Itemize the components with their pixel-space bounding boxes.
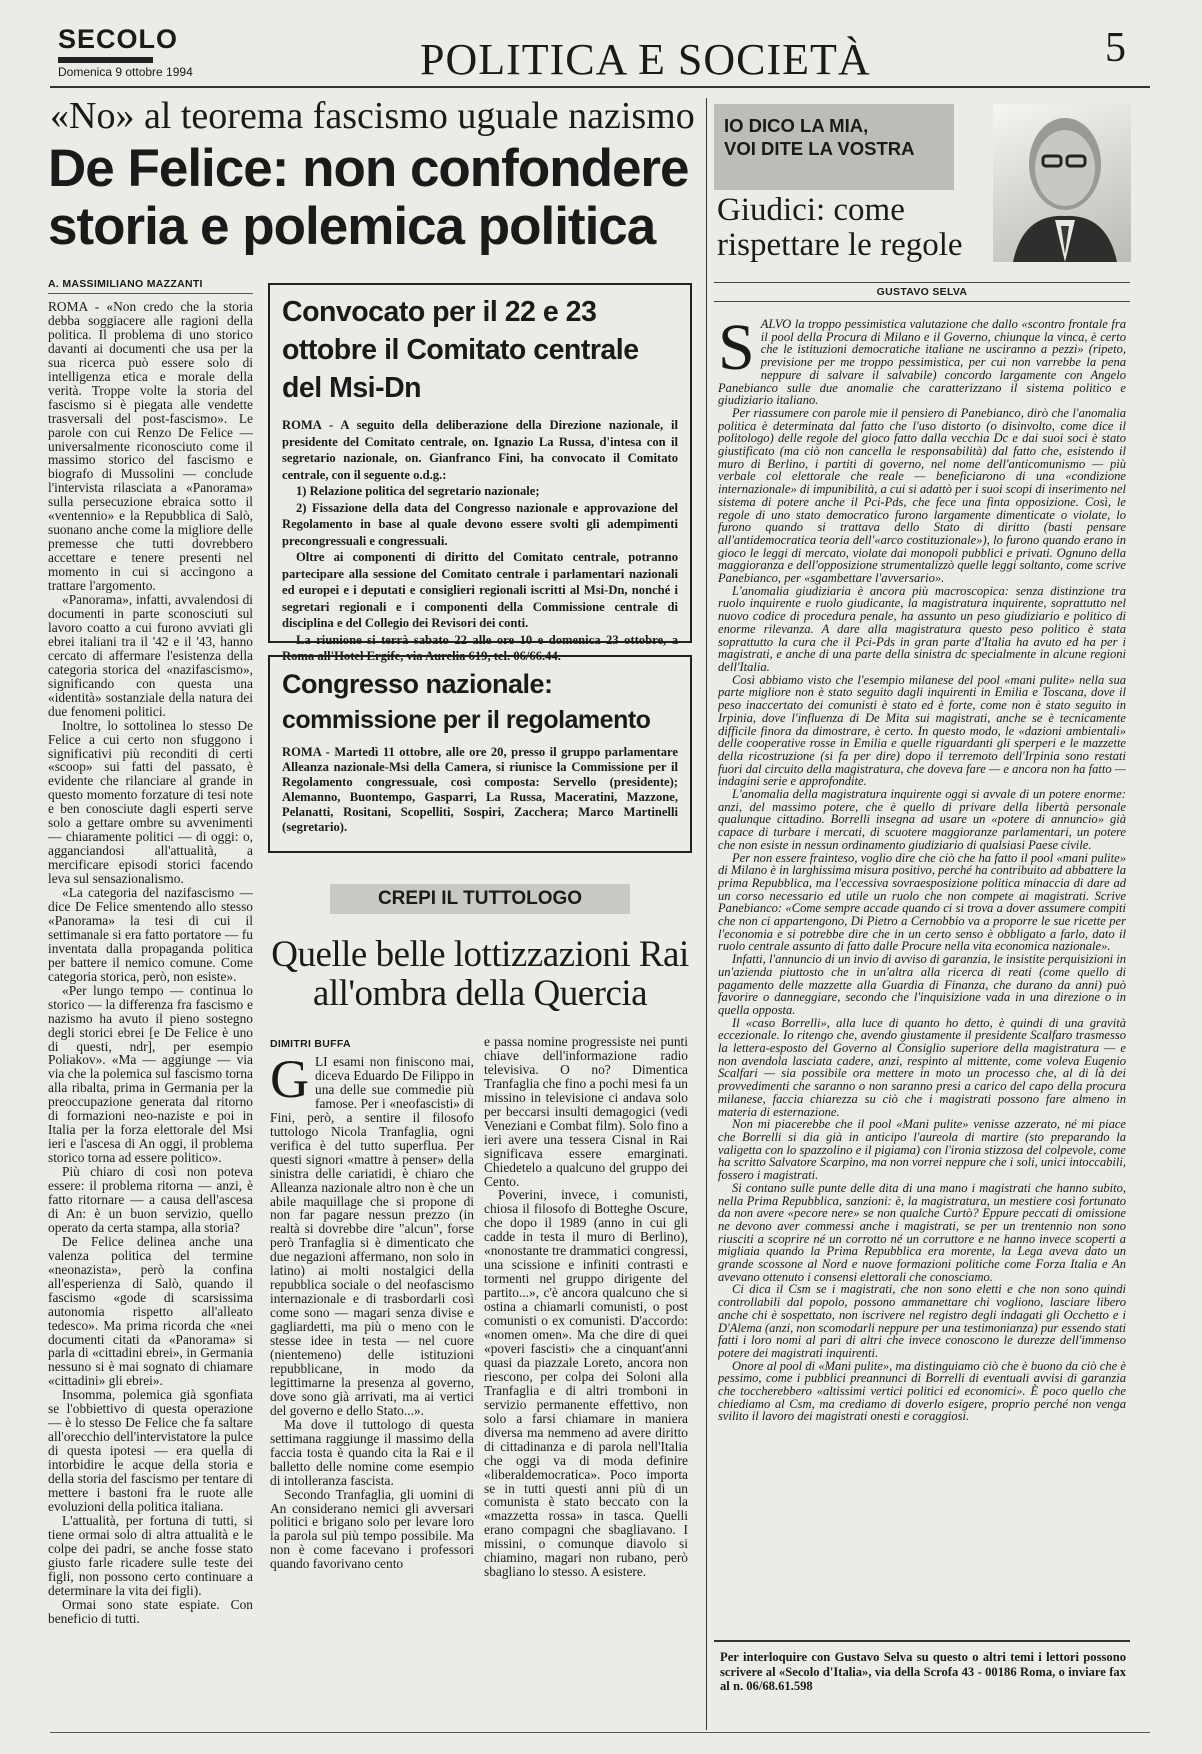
byline-rule (48, 293, 253, 294)
selva-paragraph: Si contano sulle punte delle dita di una mano i magistrati che hanno subito, nella Prima Repubblica, sanzioni: è, la magistratura, un mestiere così fortunato da non avere «pecore nere» se non qualche Curtò? Eppure peccati di omissione ne devono aver commessi anche i magistrati, se per un trentennio non sono riusciti a scoprire né un corrotto né un corruttore e ne hanno invece scoperti a migliaia quando la Prima Repubblica era morente, la Lega aveva dato un grande scossone al Nord e nuove formazioni politiche come Forza Italia e An avevano ottenuto i consensi elettorali che conosciamo. (718, 1180, 1126, 1284)
selva-byline-rule (714, 301, 1130, 302)
tuttologo-paragraph: Secondo Tranfaglia, gli uomini di An considerano nemici gli avversari politici e brigano solo per levare loro la parola sul più tempo possibile. Ma non è come facevano i professori quando favorivano cento (270, 1486, 474, 1572)
comitato-paragraph: 1) Relazione politica del segretario nazionale; (296, 484, 540, 498)
selva-paragraph: L'anomalia giudiziaria è ancora più macroscopica: senza distinzione tra ruolo inquirente e ruolo giudicante, la magistratura inquirente, soprattutto nel nuovo codice di procedura penale, ha assunto un peso giudiziario e politico di enorme rilevanza. A dare alla magistratura questo peso politico è stata soprattutto la cura che il Pci-Pds in gran parte d'Italia ha avuto ed ha per i magistrati, e anche di una parte della sinistra dc specialmente in alcune regioni dell'Italia. (718, 583, 1126, 674)
selva-paragraph: ALVO la troppo pessimistica valutazione che dallo «scontro frontale fra il pool della Procura di Milano e il Governo, chiunque la vinca, è certo che le istituzioni democratiche italiane ne usciranno a pezzi» (ripeto, previsione per me troppo pessimistica, per cui non varrebbe la pena neppure di salvare il salvabile) concordo largamente con Angelo Panebianco sulle due anomalie che caratterizzano il sistema politico e giudiziario italiano. (718, 318, 1126, 408)
congresso-box (268, 655, 692, 853)
tuttologo-paragraph: e passa nomine progressiste nei punti chiave dell'informazione radio televisiva. O no? Dimentica Tranfaglia che fino a pochi mesi fa un missino in televisione ci andava solo per beccarsi insulti demagogici (vedi Veneziani e Combat film). Solo fino a ieri avere una tessera Cisnal in Rai significava essere emarginati. Chiedetelo a qualcuno del gruppo dei Cento. (484, 1035, 688, 1189)
selva-paragraph: Per non essere frainteso, voglio dire che ciò che ha fatto il pool «mani pulite» di Milano è in larghissima misura positivo, perché ha contribuito ad abbattere la prima Repubblica, ma l'eccessiva sovraesposizione politica minaccia di dare ad un corso necessario ed utile un ruolo che non compete ai magistrati. Scrive Panebianco: «Come sempre accade quando ci si trova a dover assumere compiti che non ci appartengono, Di Pietro a Cernobbio va a proporre le sue ricette per l'economia e si potrebbe dire che in un certo senso è obbligato a farlo, dato il ruolo centrale assunto di fatto dalle Procure nella vita economica nazionale». (718, 850, 1126, 954)
comitato-body (282, 417, 678, 665)
tuttologo-paragraph: LI esami non finiscono mai, diceva Eduardo De Filippo in una delle sue commedie più famose. Per i «neofascisti» di Fini, però, a sentire il filosofo tuttologo Nicola Tranfaglia, ogni verifica è del tutto superflua. Per questi signori «mattre à penser» della sinistra delle cariatidi, è chiaro che Alleanza nazionale altro non è che un abile maquillage che si propone di non far pagare nessun prezzo (in realtà si dovrebbe dire "alcun", forse però Tranfaglia si è dimenticato che due negazioni affermano, non solo in latino) ai molti nostalgici della repubblica sociale o del neofascismo internazionale e di trasbordarli così come sono — magari senza divise e gagliardetti, ma più o meno con le stesse idee in testa — nel cuore (nientemeno) delle istituzioni repubblicane, in modo da legittimarne la presenza al governo, dove sono già arrivati, ma ai vertici del governo e dello Stato...». (270, 1055, 474, 1418)
selva-paragraph: Onore al pool di «Mani pulite», ma distinguiamo ciò che è buono da ciò che è pessimo, come i pubblici preannunci di Borrelli di eventuali avvisi di garanzia che toccherebbero «altissimi vertici politici ed economici». È poco quello che chiediamo al Csm, ma crediamo di doverlo esigere, proprio perché non venga svilito il lavoro dei magistrati onesti e coraggiosi. (718, 1358, 1126, 1424)
congresso-body: ROMA - Martedì 11 ottobre, alle ore 20, presso il gruppo parlamentare Alleanza nazionale-Msi della Camera, si riunisce la Commissione per il Regolamento congressuale, così composta: Servello (presidente); Alemanno, Buontempo, Gasparri, La Russa, Maceratini, Mazzone, Pelanatti, Rositani, Scopelliti, Sospiri, Zacchera; Marco Martinelli (segretario). (282, 745, 678, 834)
comitato-box (268, 283, 692, 663)
section-title: POLITICA E SOCIETÀ (420, 35, 871, 84)
selva-footer: Per interloquire con Gustavo Selva su questo o altri temi i lettori possono scrivere al «Secolo d'Italia», via della Scrofa 43 - 00186 Roma, o inviare fax al n. 06/68.61.598 (720, 1650, 1126, 1693)
tuttologo-paragraph: Poverini, invece, i comunisti, chiosa il filosofo di Botteghe Oscure, che dopo il 1989 (anno in cui gli cadde in testa il muro di Berlino), «nonostante tre drammatici congressi, una scissione e infiniti contrasti e tormenti nel gruppo dirigente del partito...», c'è ancora qualcuno che si ostina a chiamarli comunisti, o post comunisti o ex comunisti. D'accordo: «nomen omen». Ma che dire di quei «poveri fascisti» che a cinquant'anni quasi da piazzale Loreto, ancora non riescono, per colpa dei Soloni alla Tranfaglia e di altri tromboni in servizio permanente effettivo, non solo a farsi chiamare in maniera diversa ma nemmeno ad avere diritto di cittadinanza e di parola nell'Italia che oggi va di moda definire «liberaldemocratica». Poco importa se in tutti questi anni più di un comunista è stato beccato con la «mazzetta rossa» in tasca. Quelli erano compagni che sbagliavano. I missini, o comunque diavolo si chiamino, magari non rubano, però sbagliano lo stesso. A esistere. (484, 1187, 688, 1580)
selva-paragraph: Ci dica il Csm se i magistrati, che non sono eletti e che non sono quindi controllabili dal popolo, possono ammanettare chi vogliono, lasciare libero anche chi è sospettato, non iscrivere nel registro degli indagati gli Occhetto e i D'Alema (anzi, non scomodarli neppure per una testimonianza) pur essendo stati fatti i loro nomi al pari di altri che invece conoscono le durezze dell'immenso potere dei magistrati inquirenti. (718, 1282, 1126, 1360)
selva-tag-line2: VOI DITE LA VOSTRA (724, 138, 915, 159)
main-article-column (48, 300, 253, 1720)
selva-footer-rule (714, 1640, 1130, 1642)
comitato-paragraph: 2) Fissazione della data del Congresso nazionale e approvazione del Regolamento in base al quale devono essere svolti gli adempimenti precongressuali e congressuali. (282, 500, 678, 548)
selva-column (718, 318, 1126, 1628)
main-article-kicker: «No» al teorema fascismo uguale nazismo (50, 95, 695, 137)
author-photo (993, 104, 1131, 262)
selva-paragraph: L'anomalia della magistratura inquirente oggi si avvale di un potere enorme: anzi, del massimo potere, che è quello di privare della libertà personale qualunque cittadino. Borrelli insegna ad usare un «potere di annuncio» già capace di turbare i mercati, di scuotere maggioranze parlamentari, un potere che non esiste in nessun ordinamento giudiziario di qualsiasi Paese civile. (718, 787, 1126, 852)
tuttologo-paragraph: Ma dove il tuttologo di questa settimana raggiunge il massimo della faccia tosta è quando cita la Rai e il balletto delle nomine come esempio di intolleranza fascista. (270, 1416, 474, 1488)
selva-paragraph: Per riassumere con parole mie il pensiero di Panebianco, dirò che l'anomalia politica è determinata dal fatto che l'uso distorto (o disinvolto, come dice il politologo) delle regole del gioco fatto dalla vecchia Dc e dai suoi soci è stato giustificato (ma ciò non cancella le responsabilità) dal fatto che, esistendo il muro di Berlino, i partiti di governo, nel nome dell'anticomunismo — più verbale col elettorale che reale — beneficiarono di una «condizione internazionale» di impunibilità, a cui si adattò per i suoi scopi di inserimento nel sistema di potere anche il Pci-Pds, che fece una finta opposizione. Così, le regole di uno stato democratico furono largamente dimenticate o violate, lo furono quando si trattava dello Stato di diritto (basti pensare all'antidemocratica teoria dell'«arco costituzionale»), lo furono quando erano in gioco le leggi di mercato, violate dai monopoli pubblici e privati. Ognuno della maggioranza e dell'opposizione strumentalizzò quelle leggi soltanto, come scrive Panebianco, per «sgambettare l'avversario». (718, 405, 1126, 586)
tuttologo-column-1 (270, 1055, 474, 1720)
tuttologo-column-2 (484, 1035, 688, 1720)
selva-paragraph: Infatti, l'annuncio di un invio di avviso di garanzia, le insistite perquisizioni in un'azienda piuttosto che in un'altra alla ricerca di reati (come quello di pagamento delle mazzette alla Guardia di Finanza, che durano da anni) può favorire o danneggiare, secondo che l'inquisizione vada in una direzione o in quella opposta. (718, 952, 1126, 1017)
masthead-divider (58, 57, 153, 63)
portrait-icon (993, 104, 1131, 262)
masthead-paper-name: SECOLO (58, 24, 179, 54)
column-rule (706, 98, 707, 1730)
main-article-paragraph: L'attualità, per fortuna di tutti, si tiene ormai solo di altra attualità e le colpe dei padri, se anche fosse stato giusto farle ricadere sulle teste dei figli, non possono certo continuare a determinare la vita dei figli). (48, 1512, 253, 1598)
main-article-paragraph: Insomma, polemica già sgonfiata se l'obbiettivo di questa operazione — è lo stesso De Felice che fa saltare all'orecchio dell'intervistatore la pulce di questa ipotesi — era quella di intorbidire le acque della storia e della storia del fascismo per tentare di mettere i bastoni fra le ruote alle evoluzioni della politica italiana. (48, 1387, 253, 1514)
selva-byline: GUSTAVO SELVA (876, 286, 968, 298)
tuttologo-tag: CREPI IL TUTTOLOGO (330, 884, 630, 914)
main-article-paragraph: «Panorama», infatti, avvalendosi di documenti in parte sconosciuti sul lavoro coatto a cui furono avviati gli ebrei italiani tra il '42 e il '43, hanno cercato di affermare l'esistenza della categoria storica del «nazifascismo», significando con questa una «identità» sostanziale della natura dei due fenomeni politici. (48, 592, 253, 719)
main-article-paragraph: ROMA - «Non credo che la storia debba soggiacere alle ragioni della politica. Il problema di uno storico davanti ai documenti che usa per la sua ricerca può essere solo di intelligenza etica e morale della verità. Troppe volte la storia del fascismo si è piegata alle vendette trasversali del post-fascismo». Le parole con cui Renzo De Felice — universalmente riconosciuto come il massimo storico del fascismo e biografo di Mussolini — conclude l'intervista rilasciata a «Panorama» sulla persecuzione ebraica sotto il «ventennio» e la Repubblica di Salò, suonano anche come la migliore delle premesse che tutti dovrebbero accettare e tenere presenti nel momento in cui si accingono a trattare l'argomento. (48, 300, 253, 594)
main-article-paragraph: Più chiaro di così non poteva essere: il problema ritorna — anzi, è fatto ritornare — a causa dell'ascesa di An: è un buon servizio, quello operato da certa stampa, alla storia? (48, 1164, 253, 1235)
main-article-paragraph: Inoltre, lo sottolinea lo stesso De Felice a cui certo non sfuggono i significativi più reconditi di certi «scoop» sui fatti del passato, è evidente che rilanciare al grande in questo momento forzature di tesi note e ben conosciute dagli esperti serve solo a gettare ombre su avvenimenti — chiaramente politici — di oggi: o, agganciandosi all'attualità, a mercificare episodi storici facendo leva sul sensazionalismo. (48, 717, 253, 887)
tuttologo-headline: Quelle belle lottizzazioni Rai all'ombra della Quercia (271, 934, 689, 1014)
comitato-paragraph: Oltre ai componenti di diritto del Comitato centrale, potranno partecipare alla sessione del Comitato centrale i parlamentari nazionali ed europei e i deputati e consiglieri regionali iscritti al Msi-Dn, nonché i segretari regionali e i componenti della Commissione centrale di disciplina e del Collegio dei Revisori dei conti. (282, 550, 678, 630)
selva-paragraph: Non mi piacerebbe che il pool «Mani pulite» venisse azzerato, né mi piace che Borrelli si dia già in anticipo l'aureola di martire (sto preparando la valigetta con lo spazzolino e il pigiama) con l'ironia stizzosa del colpevole, come ha scritto Salvatore Scarpino, ma non vorrei neppure che i soli, unici intoccabili, fossero i magistrati. (718, 1117, 1126, 1183)
selva-byline-rule (714, 282, 1130, 283)
selva-paragraph: Il «caso Borrelli», alla luce di quanto ho detto, è quindi di una gravità eccezionale. Io ritengo che, avendo giustamente il presidente Scalfaro trasmesso la lettera-esposto del Governo al Consiglio superiore della magistratura — e non avendola lasciata cadere, anzi, respinto al mittente, come voleva Eugenio Scalfari — sia possibile ora mettere in moto un processo che, al di là dei provvedimenti che saranno o non saranno presi a carico del capo della procura milanese, faccia chiarezza su ciò che i magistrati possono fare almeno in materia di esternazione. (718, 1015, 1126, 1119)
masthead-rule (50, 86, 1150, 88)
selva-dropcap: S (718, 318, 755, 384)
main-article-paragraph: Ormai sono state espiate. Con beneficio di tutti. (48, 1596, 253, 1626)
comitato-paragraph: ROMA - A seguito della deliberazione della Direzione nazionale, il presidente del Comitato centrale, on. Ignazio La Russa, d'intesa con il segretario nazionale, on. Gianfranco Fini, ha convocato il Comitato centrale, con il seguente o.d.g.: (282, 418, 678, 482)
selva-paragraph: Così abbiamo visto che l'esempio milanese del pool «mani pulite» nella sua parte migliore non è stato seguito dagli inquirenti in Emilia e Toscana, dove il peso inaccertato dei comunisti è stato ed è forte, come non è stato seguito in Irpinia, dove l'influenza di De Mita sui magistrati, anche se è tecnicamente difficile finora da dimostrare, è certo. In questo modo, le «dazioni ambientali» delle cooperative rosse in Emilia e quelle riguardanti gli sperperi e le mazzette della ricostruzione (si fa per dire) dopo il terremoto dell'Irpinia sono restati fuori dal circuito della magistratura, che doveva fare — e ancora non ha fatto — indagini serie e approfondite. (718, 672, 1126, 789)
tuttologo-dropcap: G (270, 1055, 309, 1109)
selva-tag (714, 104, 954, 190)
main-article-byline: A. MASSIMILIANO MAZZANTI (48, 278, 203, 290)
selva-headline: Giudici: come rispettare le regole (717, 192, 963, 263)
congresso-title-line2: commissione per il regolamento (282, 706, 651, 734)
masthead-date: Domenica 9 ottobre 1994 (58, 65, 193, 79)
main-article-paragraph: De Felice delinea anche una valenza politica del termine «neonazista», però la confina all'esperienza di Salò, quando il fascismo «gode di scarsissima autonomia rispetto all'alleato tedesco». Ma prima ricorda che «nei documenti citati da «Panorama» si parla di «cittadini ebrei», in Germania nessuno si è mai sognato di chiamare «cittadini» gli ebrei». (48, 1233, 253, 1389)
comitato-paragraph: La riunione si terrà sabato 22 alle ore 10 e domenica 23 ottobre, a Roma all'Hotel Ergife, via Aurelia 619, tel. 06/66.44. (282, 632, 678, 663)
bottom-rule (50, 1732, 1150, 1733)
main-article-paragraph: «La categoria del nazifascismo — dice De Felice smentendo allo stesso «Panorama» la tesi di cui il settimanale si era fatto portatore — fu inventata dalla propaganda politica per battere il nemico comune. Come categoria storica, però, non esiste». (48, 885, 253, 984)
page-number: 5 (1105, 25, 1126, 71)
congresso-title-line1: Congresso nazionale: (282, 669, 553, 699)
comitato-title: Convocato per il 22 e 23 ottobre il Comitato centrale del Msi-Dn (282, 296, 639, 404)
tuttologo-byline: DIMITRI BUFFA (270, 1038, 351, 1050)
main-article-paragraph: «Per lungo tempo — continua lo storico — la differenza fra fascismo e nazismo ha avuto il pieno sostegno degli storici ebrei [e De Felice è uno di questi, ndr], per esempio Poliakov». «Ma — aggiunge — via via che la polemica sul fascismo torna alla ribalta, prima in Germania per la preoccupazione generata dal ritorno di formazioni neo-naziste e poi in Italia per la forza elettorale del Msi ieri e l'ascesa di An oggi, il problema storico torna ad essere politico». (48, 982, 253, 1166)
main-article-headline: De Felice: non confondere storia e polemica politica (48, 139, 689, 256)
selva-tag-line1: IO DICO LA MIA, (724, 115, 869, 136)
